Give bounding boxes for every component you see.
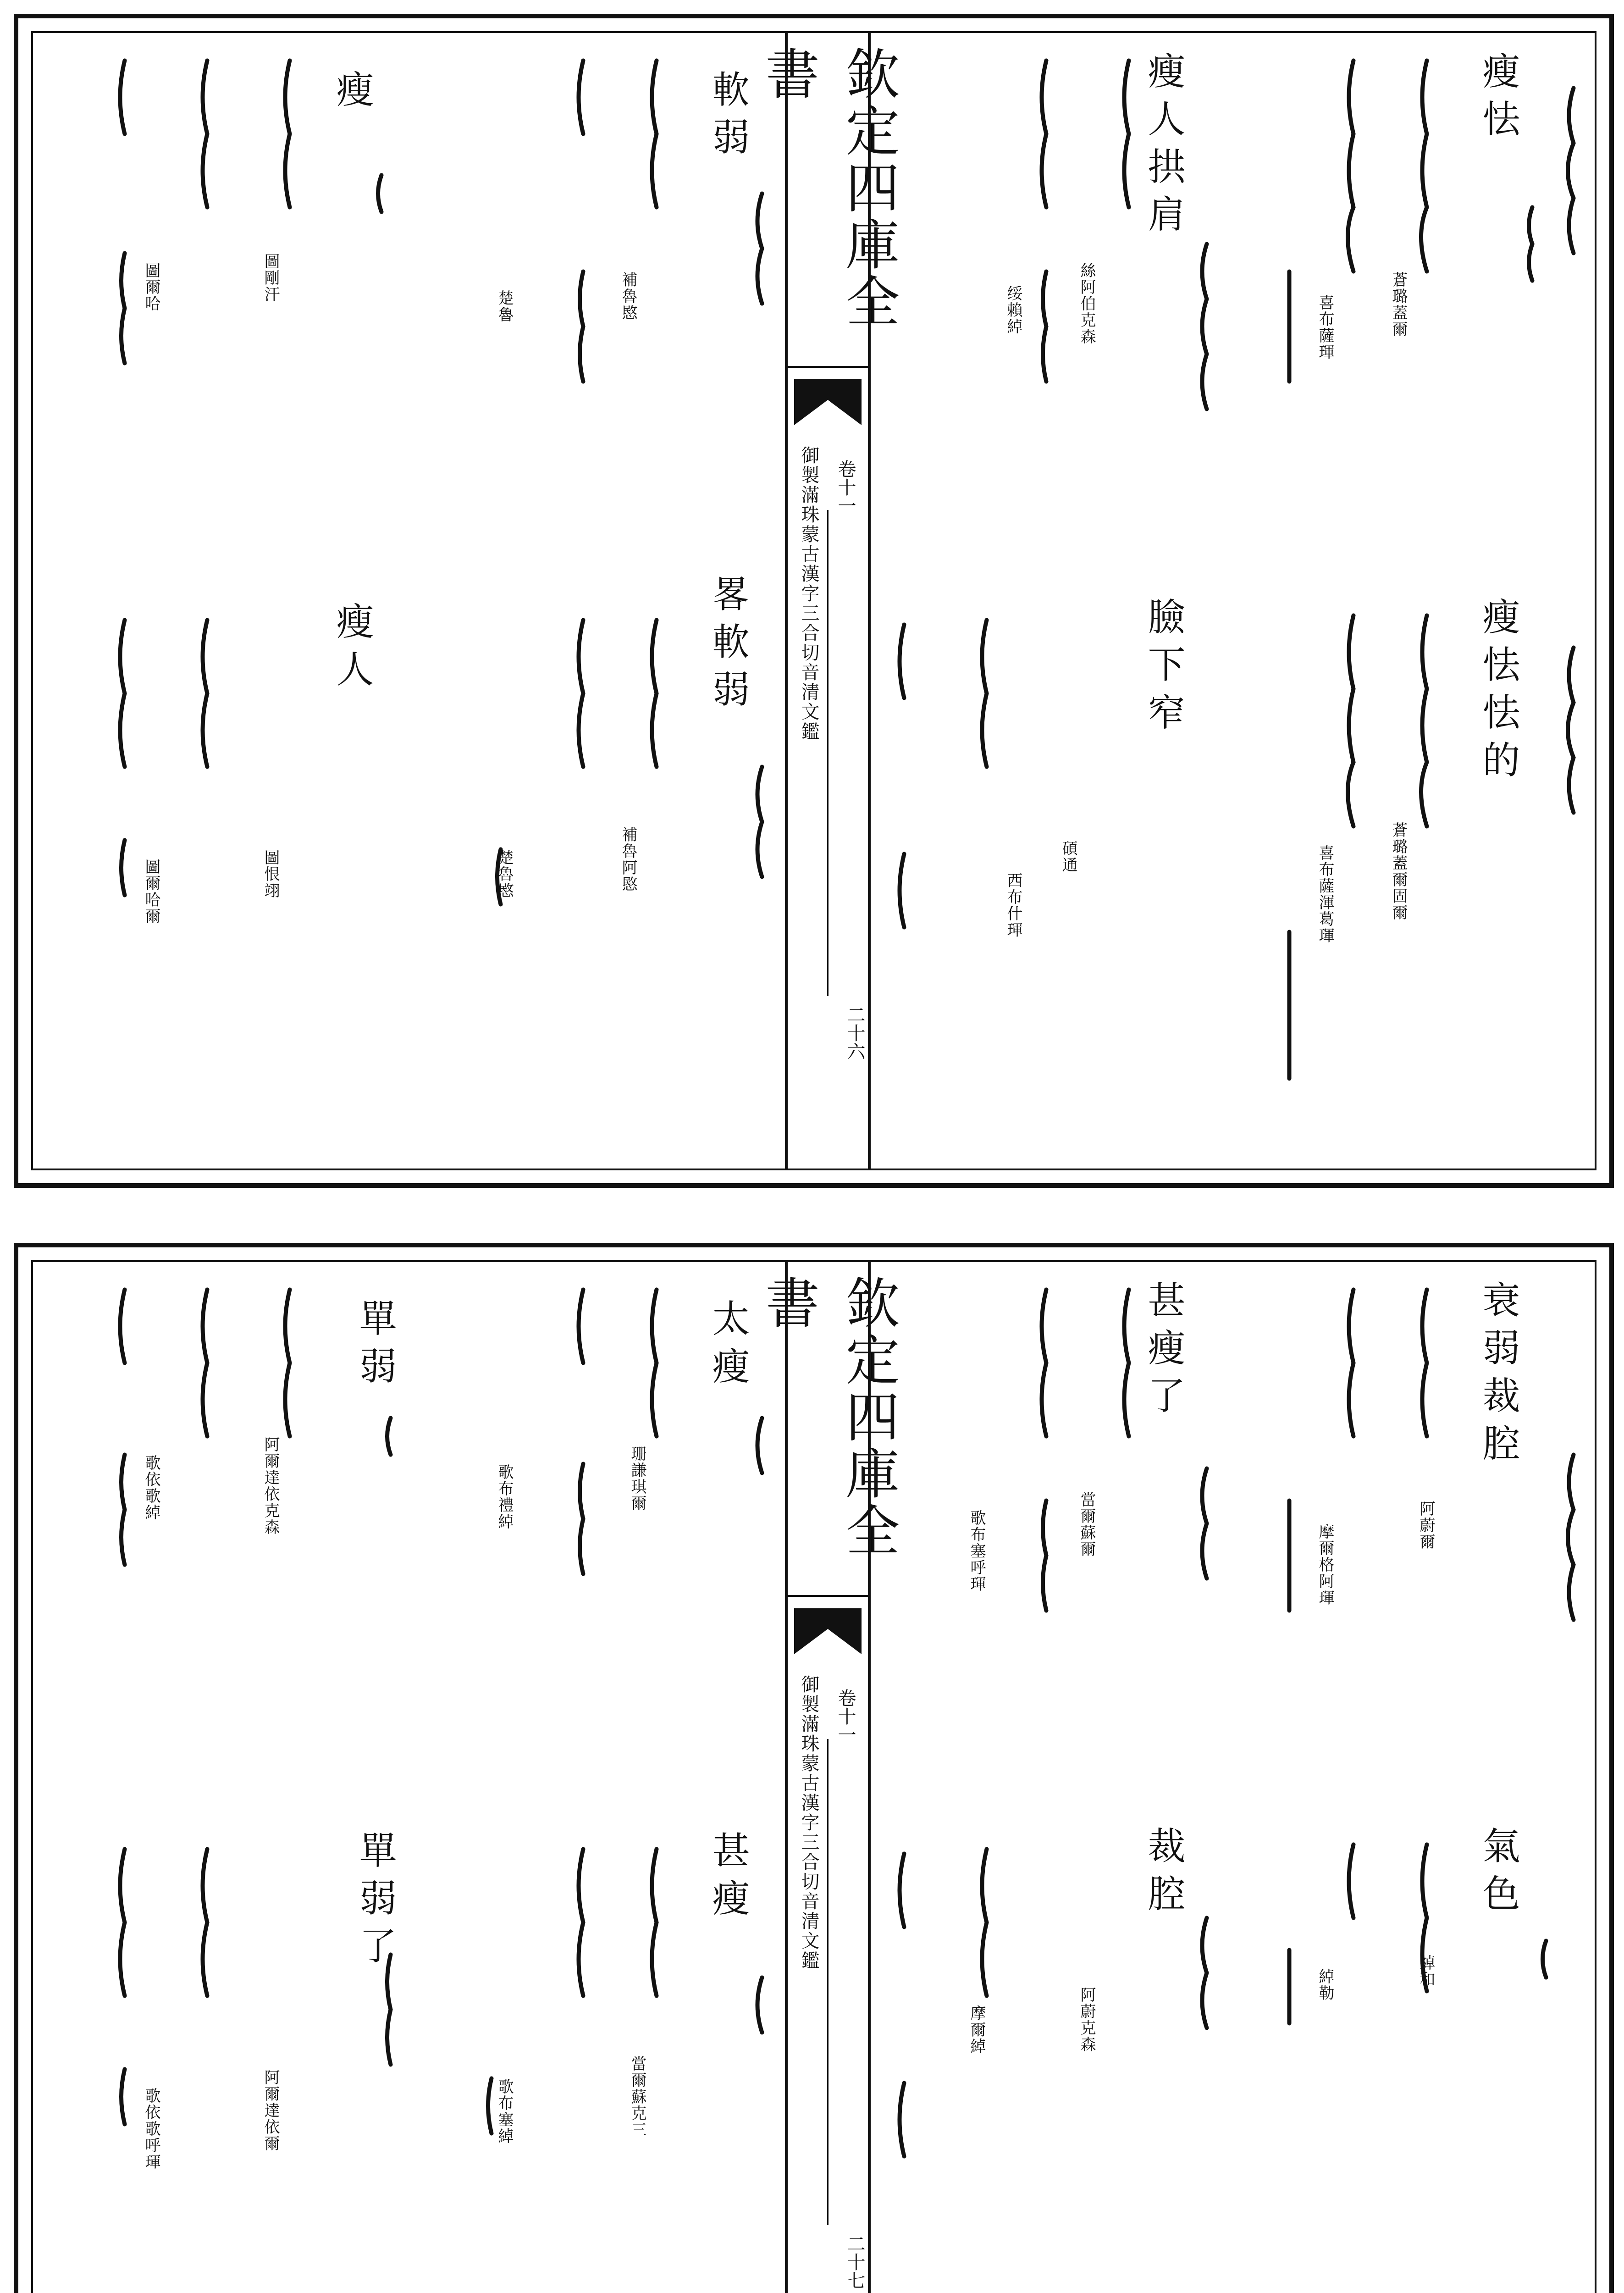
entry-headword: 單弱了	[353, 1831, 397, 1974]
band-rule	[827, 1739, 829, 2225]
gloss-transliteration: 圖剛汗	[261, 253, 280, 303]
page-frame	[31, 31, 1596, 1170]
book-title: 欽定四庫全書	[788, 38, 868, 368]
gloss-transliteration: 西布什琿	[1004, 872, 1022, 938]
entry-headword: 瘦怯怯的	[1476, 597, 1520, 788]
book-subtitle: 御製滿珠蒙古漢字三合切音清文鑑	[798, 446, 819, 742]
book-subtitle: 御製滿珠蒙古漢字三合切音清文鑑	[798, 1675, 819, 1971]
gloss-transliteration: 摩爾綽	[967, 2005, 986, 2055]
entry-headword: 畧軟弱	[706, 574, 750, 717]
gloss-transliteration: 绥賴綽	[1004, 285, 1022, 335]
gloss-transliteration: 阿爾達依克森	[261, 1436, 280, 1535]
entry-headword: 瘦	[330, 70, 374, 117]
gloss-transliteration: 蒼璐蓋爾固爾	[1389, 822, 1408, 921]
page-bottom	[14, 1243, 1614, 2293]
page-number: 二十七	[844, 2234, 865, 2289]
gloss-transliteration: 阿蔚克森	[1077, 1987, 1096, 2053]
gloss-transliteration: 楚魯	[495, 290, 514, 323]
gloss-transliteration: 楚魯愍	[495, 849, 514, 899]
gloss-transliteration: 喜布薩渾葛琿	[1316, 845, 1334, 944]
fishtail-ornament	[794, 1608, 862, 1654]
entry-headword: 軟弱	[706, 70, 750, 165]
gloss-transliteration: 摩爾格阿琿	[1316, 1523, 1334, 1606]
fishtail-ornament	[794, 379, 862, 425]
gloss-transliteration: 歌布塞呼琿	[967, 1510, 986, 1592]
entry-headword: 衰弱裁腔	[1476, 1280, 1520, 1471]
entry-headword: 瘦人	[330, 602, 374, 697]
page-top	[14, 14, 1614, 1188]
entry-headword: 單弱	[353, 1299, 397, 1394]
book-title: 欽定四庫全書	[788, 1267, 868, 1597]
entry-headword: 甚瘦	[706, 1831, 750, 1926]
gloss-transliteration: 補魯愍	[619, 271, 637, 321]
volume-label: 卷十一	[835, 460, 856, 515]
gloss-transliteration: 阿爾達依爾	[261, 2069, 280, 2152]
entry-headword: 氣色	[1476, 1826, 1520, 1922]
entry-headword: 瘦人拱肩	[1142, 51, 1185, 242]
gloss-transliteration: 蒼璐蓋爾	[1389, 271, 1408, 338]
gloss-transliteration: 補魯阿愍	[619, 826, 637, 892]
gloss-transliteration: 綽勒	[1316, 1968, 1334, 2001]
gloss-transliteration: 歌布塞綽	[495, 2078, 514, 2144]
gloss-transliteration: 阿蔚爾	[1417, 1501, 1435, 1550]
gloss-transliteration: 歌布禮綽	[495, 1464, 514, 1530]
gloss-transliteration: 珊謙琪爾	[628, 1446, 646, 1512]
gloss-transliteration: 圖爾哈	[142, 262, 160, 312]
entry-headword: 臉下窄	[1142, 597, 1185, 740]
gloss-transliteration: 歌依歌呼琿	[142, 2088, 160, 2170]
entry-headword: 甚瘦了	[1142, 1280, 1185, 1423]
gloss-transliteration: 圖爾哈爾	[142, 858, 160, 925]
center-fold-band	[756, 33, 900, 1169]
entry-headword: 裁腔	[1142, 1826, 1185, 1922]
center-fold-band	[756, 1262, 900, 2293]
entry-headword: 太瘦	[706, 1299, 750, 1394]
page-number: 二十六	[844, 1005, 865, 1060]
gloss-transliteration: 圖恨翊	[261, 849, 280, 899]
gloss-transliteration: 歌依歌綽	[142, 1455, 160, 1521]
gloss-transliteration: 絲阿伯克森	[1077, 262, 1096, 345]
gloss-transliteration: 當爾蘇爾	[1077, 1491, 1096, 1557]
gloss-transliteration: 綽和	[1417, 1955, 1435, 1988]
entry-headword: 瘦怯	[1476, 51, 1520, 147]
gloss-transliteration: 當爾蘇克三	[628, 2055, 646, 2138]
gloss-transliteration: 碩通	[1059, 840, 1077, 873]
page-frame	[31, 1260, 1596, 2293]
gloss-transliteration: 喜布薩琿	[1316, 294, 1334, 360]
band-rule	[827, 510, 829, 996]
volume-label: 卷十一	[835, 1689, 856, 1744]
